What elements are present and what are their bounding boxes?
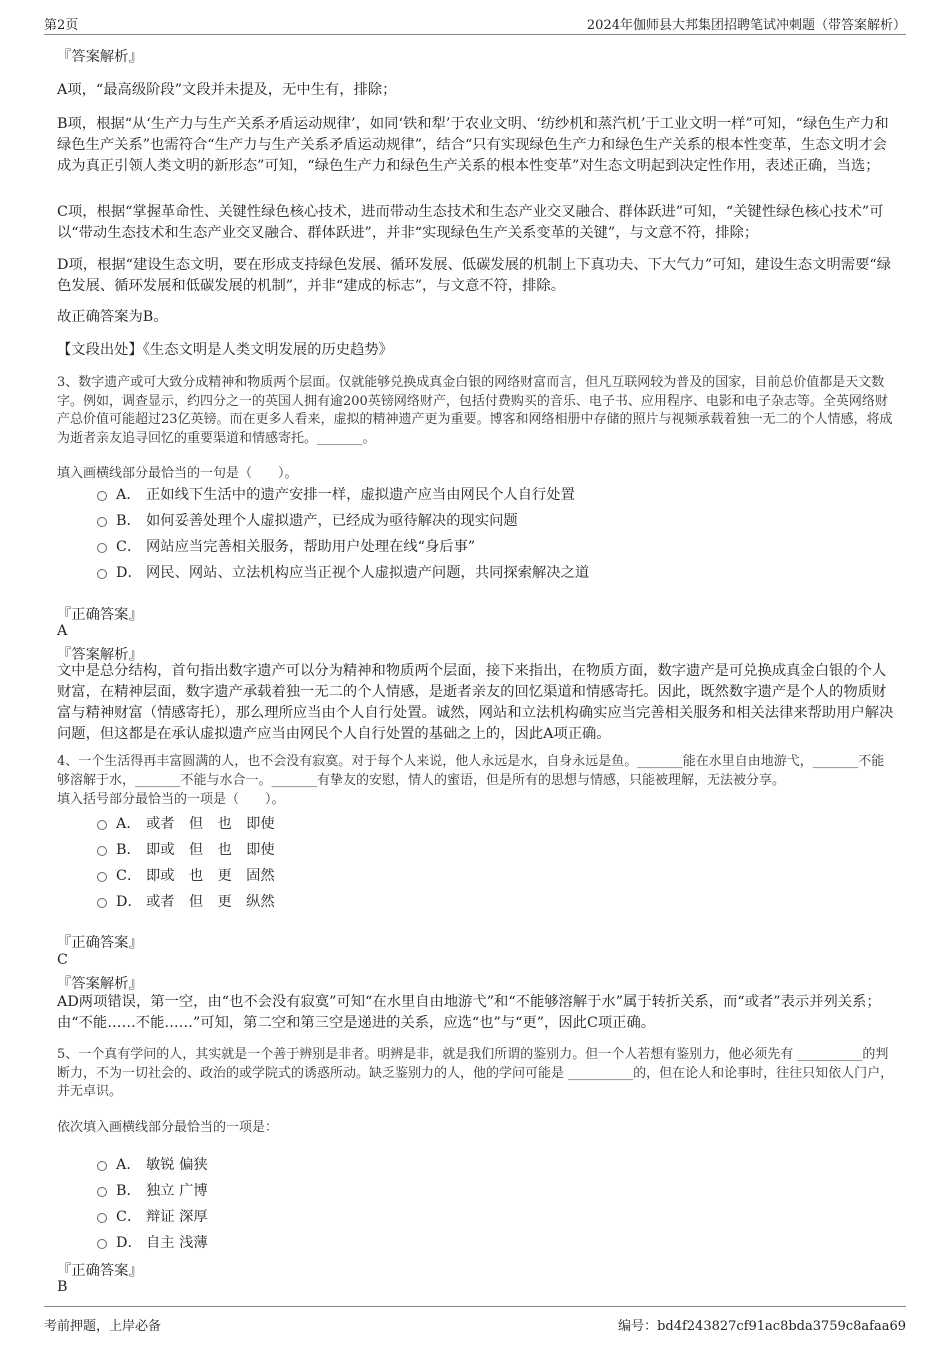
q5-option-d[interactable]: D． 自主 浅薄 xyxy=(97,1229,857,1255)
radio-icon[interactable] xyxy=(97,569,107,579)
q5-options xyxy=(97,1151,857,1255)
q2-explain-d: D项，根据“建设生态文明，要在形成支持绿色发展、循环发展、低碳发展的机制上下真功夫、下大气力”可知，建设生态文明需要“绿色发展、循环发展和低碳发展的机制”，并非“建成的标志”，与文意不符，排除。 xyxy=(57,257,892,294)
q4-explain: AD两项错误，第一空，由“也不会没有寂寞”可知“在水里自由地游弋”和“不能够溶解于水”属于转折关系，而“或者”表示并列关系；由“不能……不能……”可知，第二空和第三空是递进的关系，应选“也”与“更”，因此C项正确。 xyxy=(57,994,881,1031)
q2-conclusion: 故正确答案为B。 xyxy=(57,309,168,325)
q4-option-b[interactable]: B． 即或 但 也 即使 xyxy=(97,836,857,862)
document-code: 编号：bd4f243827cf91ac8bda3759c8afaa69 xyxy=(618,1319,906,1334)
page-footer xyxy=(44,1306,906,1337)
q4-option-a[interactable]: A． 或者 但 也 即使 xyxy=(97,810,857,836)
q5-option-c[interactable]: C． 辩证 深厚 xyxy=(97,1203,857,1229)
q5-option-a[interactable]: A． 敏锐 偏狭 xyxy=(97,1151,857,1177)
page-header xyxy=(44,0,906,35)
q4-explain-label: 『答案解析』 xyxy=(57,976,143,992)
q3-explain: 文中是总分结构，首句指出数字遗产可以分为精神和物质两个层面，接下来指出，在物质方面，数字遗产是可兑换成真金白银的个人财富，在精神层面，数字遗产承载着独一无二的个人情感，是逝者亲友的回忆渠道和情感寄托。因此，既然数字遗产是个人的物质财富与精神财富（情感寄托），那么理所应当由个人自行处置。诚然，网站和立法机构确实应当完善相关服务和相关法律来帮助用户解决问题，但这都是在承认虚拟遗产应当由网民个人自行处置的基础之上的，因此A项正确。 xyxy=(57,663,894,742)
radio-icon[interactable] xyxy=(97,491,107,501)
q5-text: 5、一个真有学问的人，其实就是一个善于辨别是非者。明辨是非，就是我们所谓的鉴别力。但一个人若想有鉴别力，他必须先有 __________的判断力，不为一切社会的、政治的或学院式的诱惑所动。缺乏鉴别力的人，他的学问可能是 __________的，但在论人和论事时，往往只知依人门户，并无卓识。 xyxy=(57,1047,894,1099)
q4-option-c[interactable]: C． 即或 也 更 固然 xyxy=(97,862,857,888)
radio-icon[interactable] xyxy=(97,1213,107,1223)
radio-icon[interactable] xyxy=(97,517,107,527)
q3-answer-label: 『正确答案』 xyxy=(57,607,143,623)
page-number: 第2页 xyxy=(44,18,79,33)
radio-icon[interactable] xyxy=(97,1161,107,1171)
document-title: 2024年伽师县大邦集团招聘笔试冲刺题（带答案解析） xyxy=(586,18,906,33)
q4-answer-label: 『正确答案』 xyxy=(57,935,143,951)
q4-answer: C xyxy=(57,952,68,968)
q2-explain-a: A项，“最高级阶段”文段并未提及，无中生有，排除； xyxy=(57,82,397,98)
q3-options xyxy=(97,481,857,585)
q4-prompt: 填入括号部分最恰当的一项是（ ）。 xyxy=(57,792,285,807)
q2-explain-b: B项，根据“从‘生产力与生产关系矛盾运动规律’，如同‘铁和犁’于农业文明、‘纺纱机和蒸汽机’于工业文明一样”可知，“绿色生产力和绿色生产关系”也需符合“生产力与生产关系矛盾运动规律”，结合“只有实现绿色生产力和绿色生产关系的根本性变革，生态文明才会成为真正引领人类文明的新形态”可知，“绿色生产力和绿色生产关系的根本性变革”对生态文明起到决定性作用，表述正确，当选； xyxy=(57,116,889,174)
q3-option-d[interactable]: D． 网民、网站、立法机构应当正视个人虚拟遗产问题，共同探索解决之道 xyxy=(97,559,857,585)
q4-options xyxy=(97,810,857,914)
q3-option-c[interactable]: C． 网站应当完善相关服务，帮助用户处理在线“身后事” xyxy=(97,533,857,559)
q4-text: 4、一个生活得再丰富圆满的人，也不会没有寂寞。对于每个人来说，他人永远是水，自身永远是鱼。_______能在水里自由地游弋，_______不能够溶解于水，_______不能与水合一。_______有挚友的安慰，情人的蜜语，但是所有的思想与情感，只能被理解，无法被分享。 xyxy=(57,754,885,788)
radio-icon[interactable] xyxy=(97,820,107,830)
q2-source: 【文段出处】《生态文明是人类文明发展的历史趋势》 xyxy=(57,342,393,358)
q5-option-b[interactable]: B． 独立 广博 xyxy=(97,1177,857,1203)
radio-icon[interactable] xyxy=(97,898,107,908)
radio-icon[interactable] xyxy=(97,846,107,856)
radio-icon[interactable] xyxy=(97,1187,107,1197)
q3-text: 3、数字遗产或可大致分成精神和物质两个层面。仅就能够兑换成真金白银的网络财富而言，但凡互联网较为普及的国家，目前总价值都是天文数字。例如，调查显示，约四分之一的英国人拥有逾200英镑网络财产，包括付费购买的音乐、电子书、应用程序、电影和电子杂志等。全英网络财产总价值可能超过23亿英镑。而在更多人看来，虚拟的精神遗产更为重要。博客和网络相册中存储的照片与视频承载着独一无二的个人情感，将成为逝者亲友追寻回忆的重要渠道和情感寄托。_______。 xyxy=(57,375,893,446)
q5-answer: B xyxy=(57,1279,68,1295)
radio-icon[interactable] xyxy=(97,1239,107,1249)
q3-prompt: 填入画横线部分最恰当的一句是（ ）。 xyxy=(57,466,298,481)
q5-answer-label: 『正确答案』 xyxy=(57,1263,143,1279)
footer-slogan: 考前押题，上岸必备 xyxy=(44,1319,162,1334)
q3-answer: A xyxy=(57,623,68,639)
q2-explain-label: 『答案解析』 xyxy=(57,49,143,65)
q5-prompt: 依次填入画横线部分最恰当的一项是： xyxy=(57,1120,279,1135)
q4-option-d[interactable]: D． 或者 但 更 纵然 xyxy=(97,888,857,914)
q2-explain-c: C项，根据“掌握革命性、关键性绿色核心技术，进而带动生态技术和生态产业交叉融合、群体跃进”可知，“关键性绿色核心技术”可以“带动生态技术和生态产业交叉融合、群体跃进”，并非“实现绿色生产关系变革的关键”，与文意不符，排除； xyxy=(57,204,884,241)
q3-option-b[interactable]: B． 如何妥善处理个人虚拟遗产，已经成为亟待解决的现实问题 xyxy=(97,507,857,533)
q3-explain-label: 『答案解析』 xyxy=(57,647,143,663)
radio-icon[interactable] xyxy=(97,543,107,553)
radio-icon[interactable] xyxy=(97,872,107,882)
q3-option-a[interactable]: A． 正如线下生活中的遗产安排一样，虚拟遗产应当由网民个人自行处置 xyxy=(97,481,857,507)
